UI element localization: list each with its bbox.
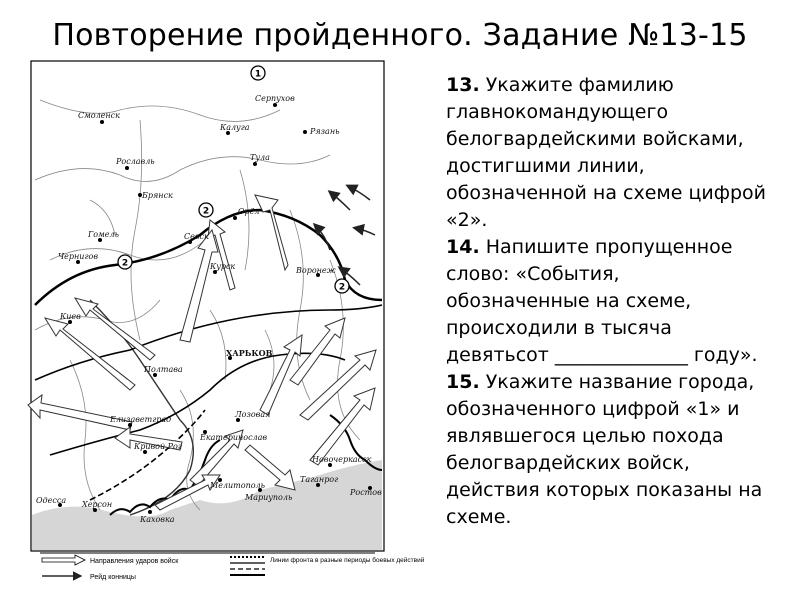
city-serpukhov: Серпухов xyxy=(255,94,295,103)
city-kiev: Киев xyxy=(60,312,81,321)
svg-text:2: 2 xyxy=(121,258,129,269)
city-mariupol: Мариуполь xyxy=(245,493,293,502)
legend-cavalry-label: Рейд конницы xyxy=(90,574,136,581)
legend-attacks-label: Направления ударов войск xyxy=(90,558,179,565)
marker-1 xyxy=(251,66,265,80)
city-kursk: Курск xyxy=(210,262,236,271)
map-svg xyxy=(30,60,425,588)
city-kherson: Херсон xyxy=(82,500,113,509)
city-taganrog: Таганрог xyxy=(300,475,339,484)
city-ryazan: Рязань xyxy=(310,127,340,136)
marker-2-a xyxy=(199,203,213,217)
city-sevsk: Севск xyxy=(184,232,209,241)
svg-text:2: 2 xyxy=(202,206,210,217)
legend-front-lines-label: Линии фронта в разные периоды боевых действий xyxy=(270,557,425,564)
tasks-panel xyxy=(446,72,766,531)
slide-title: Повторение пройденного. Задание №13-15 xyxy=(52,18,748,53)
city-orel: Орёл xyxy=(238,207,260,216)
marker-2-c xyxy=(335,279,349,293)
city-krivoy-rog: Кривой Рог xyxy=(134,442,182,451)
city-odessa: Одесса xyxy=(36,496,67,505)
task-13 xyxy=(446,72,766,234)
task-15-text: Укажите название города, обозначенного цифрой «1» и являвшегося целью похода белогвардейских войск, действия которых показаны на схеме. xyxy=(446,371,763,528)
city-elisavetgrad: Елизаветград xyxy=(110,415,172,424)
task-15-number: 15. xyxy=(446,371,480,393)
city-novocherkassk: Новочеркасск xyxy=(312,455,372,464)
city-kharkov: ХАРЬКОВ xyxy=(226,348,273,358)
city-roslavl: Рославль xyxy=(116,157,155,166)
city-kaluga: Калуга xyxy=(220,123,250,132)
city-lozovaya: Лозовая xyxy=(235,410,271,419)
city-melitopol: Мелитополь xyxy=(210,481,265,490)
map-legend xyxy=(40,553,425,581)
svg-text:2: 2 xyxy=(338,282,346,293)
city-rostov: Ростов xyxy=(350,488,382,497)
city-poltava: Полтава xyxy=(144,365,183,374)
task-14 xyxy=(446,234,766,369)
city-kakhovka: Каховка xyxy=(140,515,175,524)
task-14-number: 14. xyxy=(446,236,480,258)
task-13-text: Укажите фамилию главнокомандующего белогвардейскими войсками, достигшими линии, обозначенной на схеме цифрой «2». xyxy=(446,74,767,231)
city-tula: Тула xyxy=(250,153,270,162)
city-smolensk: Смоленск xyxy=(78,111,120,120)
city-voronezh: Воронеж xyxy=(296,266,336,275)
task-14-text: Напишите пропущенное слово: «События, обозначенные на схеме, происходили в тысяча девятьсот ______________ году». xyxy=(446,236,758,366)
city-chernigov: Чернигов xyxy=(58,252,98,261)
task-15 xyxy=(446,369,766,531)
city-bryansk: Брянск xyxy=(142,191,173,200)
city-gomel: Гомель xyxy=(88,230,119,239)
marker-2-b xyxy=(118,255,132,269)
city-ekaterinoslav: Екатеринослав xyxy=(200,433,268,442)
task-13-number: 13. xyxy=(446,74,480,96)
svg-text:1: 1 xyxy=(254,69,262,80)
campaign-map xyxy=(30,60,425,588)
